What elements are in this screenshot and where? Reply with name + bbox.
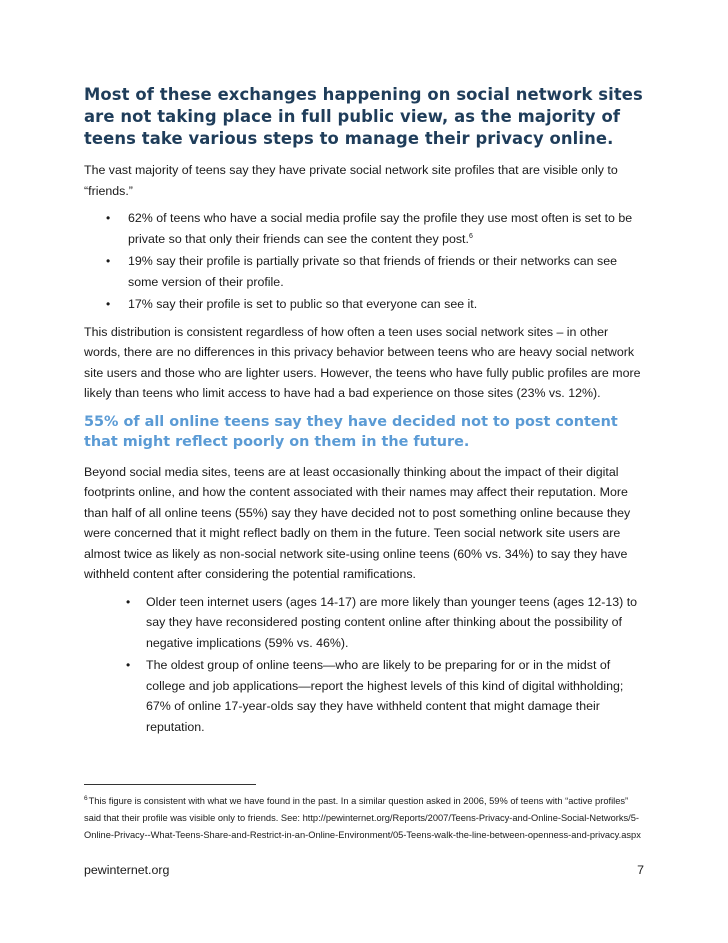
footnote-text: This figure is consistent with what we have found in the past. In a similar question asked in 2006, 59% of teens with “active profiles” said that their profile was visible only to friends. See: http://pewinternet.org/Reports/2007/Teens-Privacy-and-Online-Social-Networks/5-Online-Privacy--What-Teens-Share-and-Restrict-in-an-Online-Environment/05-Teens-walk-the-line-between-openness-and-privacy.aspx xyxy=(84,796,641,840)
list-item xyxy=(84,294,646,315)
list-item xyxy=(84,208,646,249)
bullet-icon: • xyxy=(106,254,111,268)
list-item xyxy=(84,251,646,292)
section-heading-privacy: Most of these exchanges happening on social network sites are not taking place in full public view, as the majority of teens take various steps to manage their privacy online. xyxy=(84,85,643,148)
list-item xyxy=(84,655,646,737)
section-heading-withholding: 55% of all online teens say they have decided not to post content that might reflect poorly on them in the future. xyxy=(84,413,618,450)
list-item-text: 62% of teens who have a social media profile say the profile they use most often is set to be private so that only their friends can see the content they post. xyxy=(128,211,633,246)
footer-site-link[interactable]: pewinternet.org xyxy=(84,863,170,877)
paragraph-intro: The vast majority of teens say they have private social network site profiles that are visible only to “friends.” xyxy=(84,163,618,198)
page-body xyxy=(84,84,646,744)
page-number: 7 xyxy=(637,863,644,877)
footnote-ref[interactable]: 6 xyxy=(468,232,473,240)
footnote-divider xyxy=(84,784,256,785)
bullet-icon: • xyxy=(126,658,131,672)
list-item-text: 17% say their profile is set to public so that everyone can see it. xyxy=(128,297,478,311)
footnote xyxy=(84,793,644,844)
bullet-icon: • xyxy=(106,211,111,225)
list-item-text: Older teen internet users (ages 14-17) are more likely than younger teens (ages 12-13) to say they have reconsidered posting content online after thinking about the possibility of negative implications (59% vs. 46%). xyxy=(146,594,638,650)
bullet-icon: • xyxy=(106,297,111,311)
list-item xyxy=(84,592,646,654)
paragraph-distribution: This distribution is consistent regardless of how often a teen uses social network sites – in other words, there are no differences in this privacy behavior between teens who are heavy social network site users and those who are lighter users. However, the teens who have fully public profiles are more likely than teens who limit access to have had a bad experience on those sites (23% vs. 12%). xyxy=(84,324,641,400)
bullet-icon: • xyxy=(126,594,131,609)
list-item-text: 19% say their profile is partially private so that friends of friends or their networks can see some version of their profile. xyxy=(128,254,617,289)
paragraph-digital-footprints: Beyond social media sites, teens are at least occasionally thinking about the impact of their digital footprints online, and how the content associated with their names may affect their reputation. More than half of all online teens (55%) say they have decided not to post something online because they were concerned that it might reflect badly on them in the future. Teen social network site users are almost twice as likely as non-social network site-using online teens (60% vs. 34%) to say they have withheld content after considering the potential ramifications. xyxy=(84,464,631,581)
withholding-stats-list xyxy=(84,592,646,738)
list-item-text: The oldest group of online teens—who are likely to be preparing for or in the midst of college and job applications—report the highest levels of this kind of digital withholding; 67% of online 17-year-olds say they have withheld content that might damage their reputation. xyxy=(146,658,624,734)
privacy-stats-list xyxy=(84,208,646,315)
footnote-number: 6 xyxy=(84,795,88,802)
